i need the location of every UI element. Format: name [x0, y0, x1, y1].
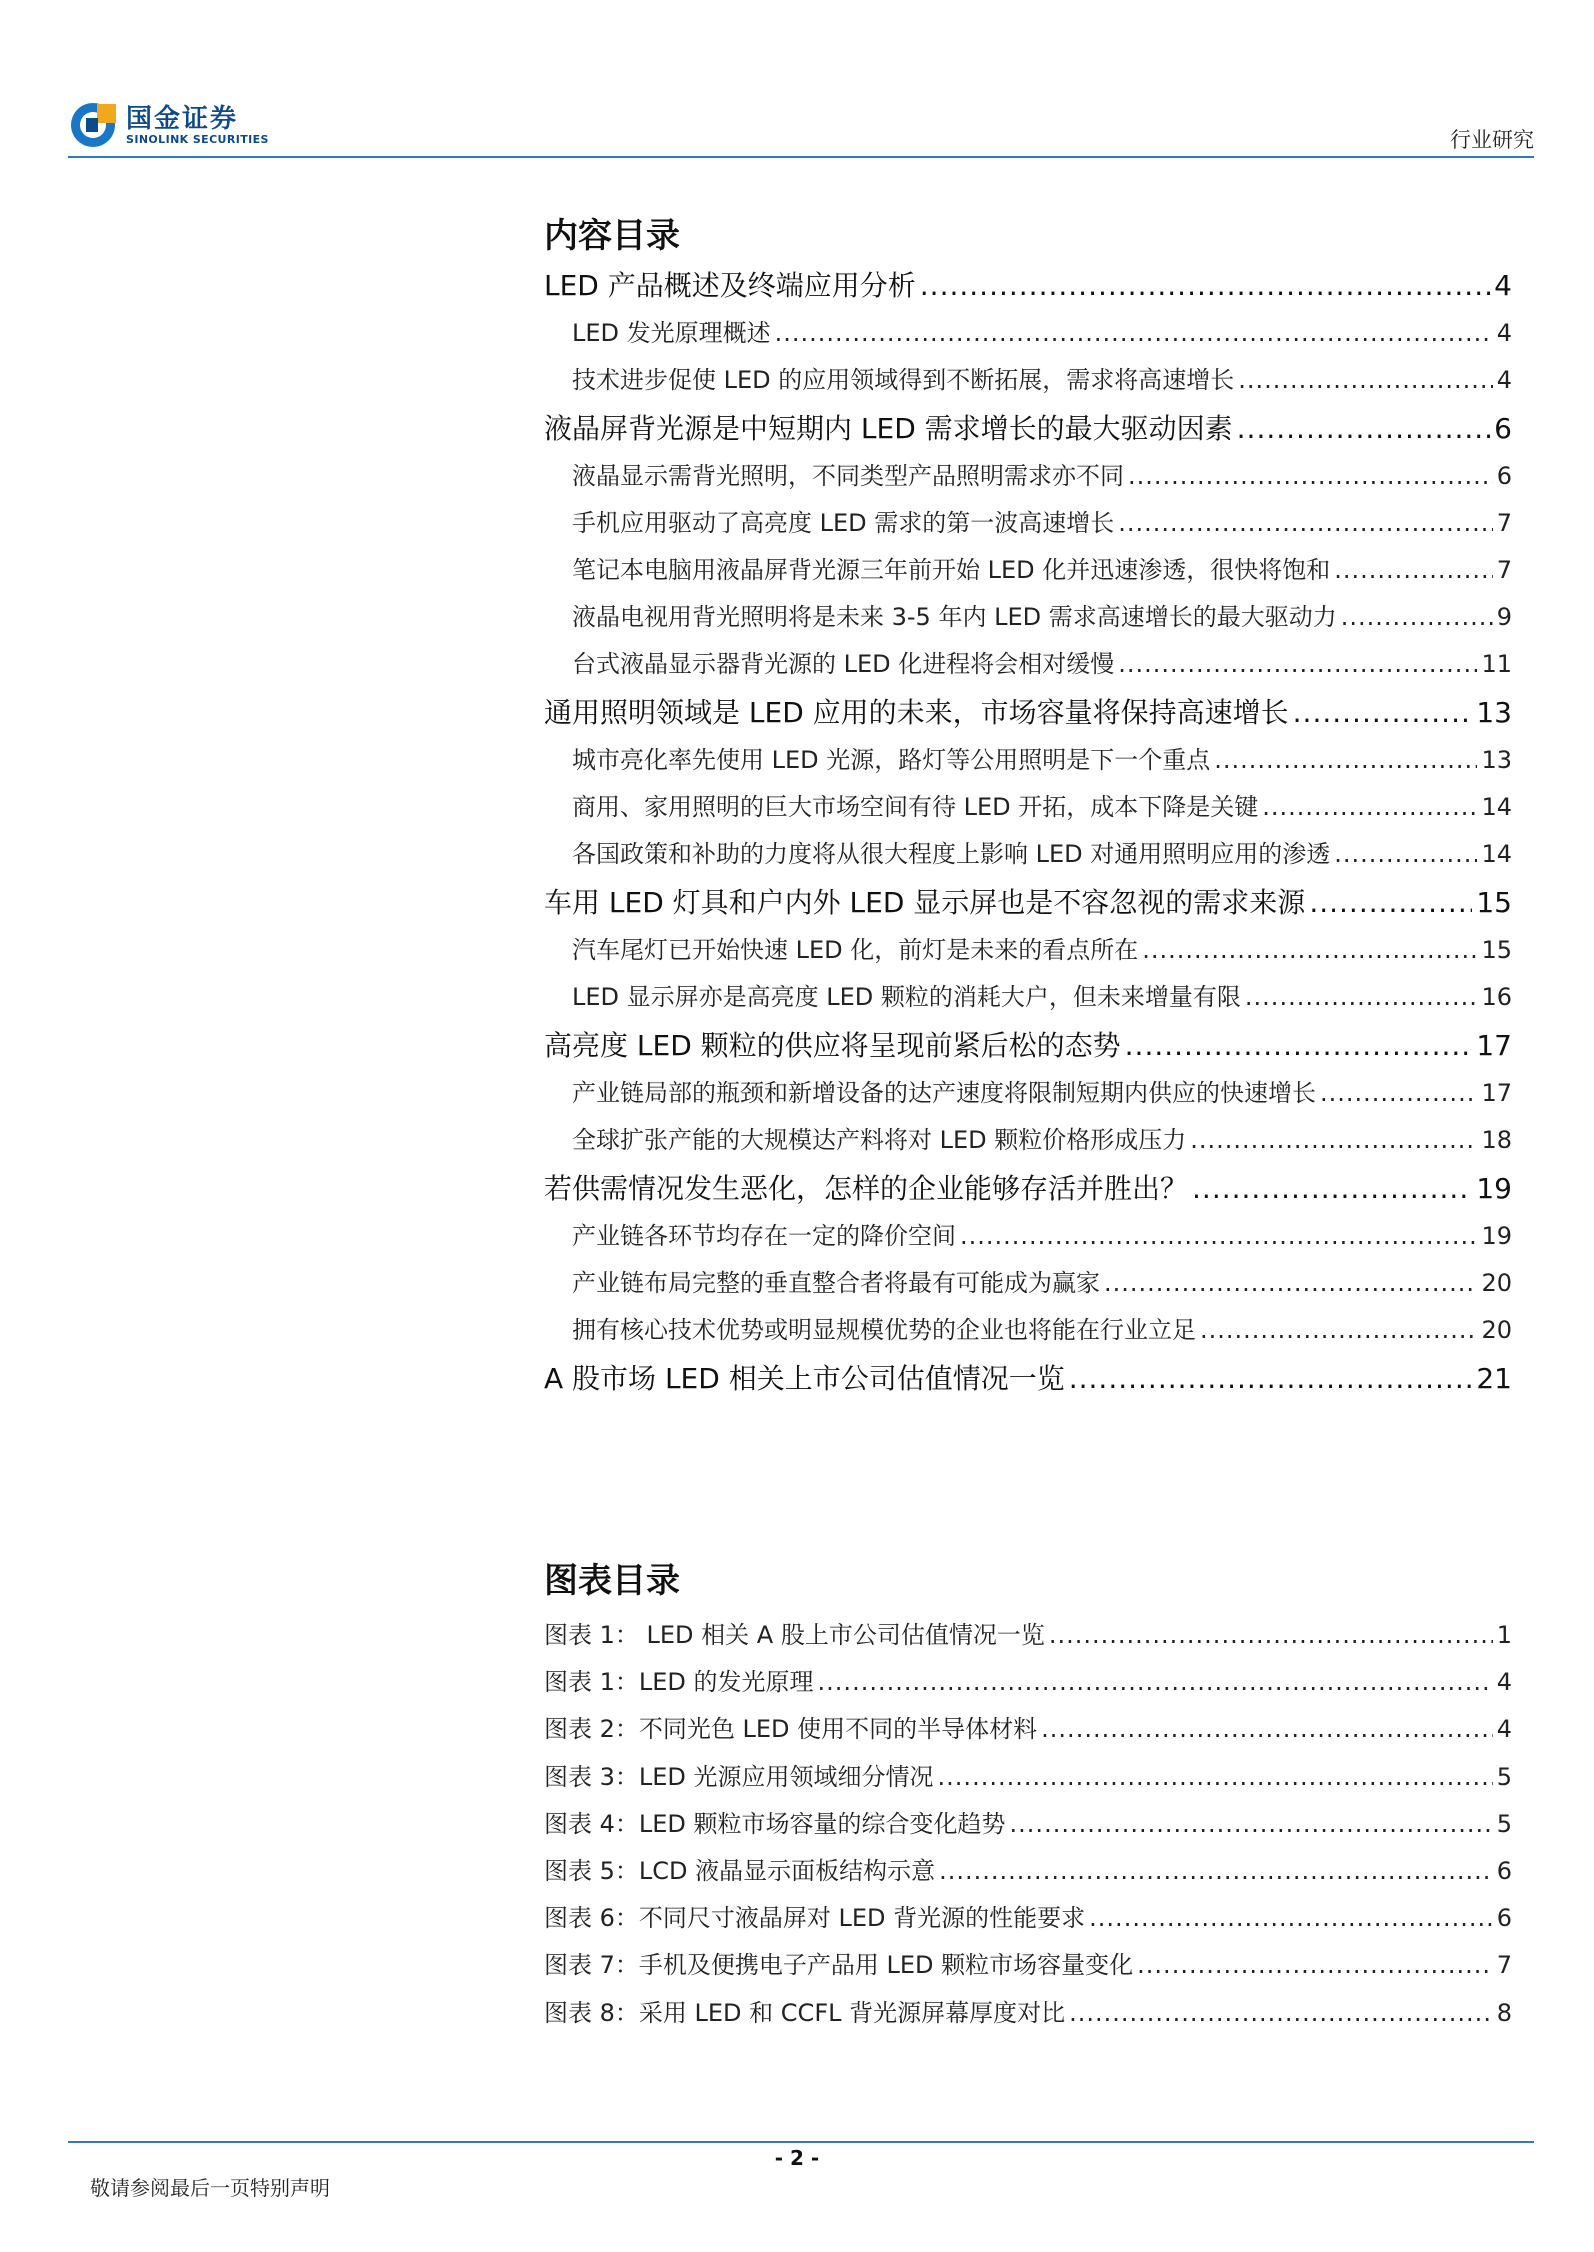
toc-chapter-entry-page: 15: [1476, 886, 1512, 919]
dot-leader: [1192, 1164, 1472, 1213]
toc-section-entry-page: 20: [1481, 1316, 1512, 1344]
figure-index-entry-title: 图表 8：采用 LED 和 CCFL 背光源屏幕厚度对比: [544, 1998, 1066, 2027]
toc-section-entry-title: 台式液晶显示器背光源的 LED 化进程将会相对缓慢: [572, 650, 1115, 678]
dot-leader: [1089, 1895, 1493, 1942]
toc-chapter-entry-title: 液晶屏背光源是中短期内 LED 需求增长的最大驱动因素: [544, 412, 1233, 445]
toc-section-entry-page: 11: [1481, 650, 1512, 678]
disclaimer-note: 敬请参阅最后一页特别声明: [90, 2176, 330, 2200]
toc-section-entry-page: 7: [1496, 556, 1512, 584]
figure-index-entry-title: 图表 4：LED 颗粒市场容量的综合变化趋势: [544, 1809, 1006, 1838]
footer-divider: [68, 2141, 1534, 2143]
figure-index-entry-title: 图表 2：不同光色 LED 使用不同的半导体材料: [544, 1715, 1038, 1744]
toc-chapter-entry-title: A 股市场 LED 相关上市公司估值情况一览: [544, 1362, 1065, 1395]
dot-leader: [1049, 1612, 1493, 1659]
toc-section-entry[interactable]: [544, 1070, 1512, 1117]
dot-leader: [1200, 1307, 1477, 1354]
toc-chapter-entry-title: 车用 LED 灯具和户内外 LED 显示屏也是不容忽视的需求来源: [544, 886, 1306, 919]
figure-index-list: [544, 1612, 1512, 2037]
figure-index-entry-page: 4: [1496, 1715, 1512, 1744]
figure-index-section: [544, 1556, 1512, 2037]
dot-leader: [1142, 927, 1477, 974]
toc-chapter-entry-page: 13: [1476, 696, 1512, 729]
figure-index-entry[interactable]: [544, 1754, 1512, 1801]
figure-index-entry-title: 图表 5：LCD 液晶显示面板结构示意: [544, 1856, 936, 1885]
toc-section-entry-title: LED 显示屏亦是高亮度 LED 颗粒的消耗大户，但未来增量有限: [572, 983, 1241, 1011]
toc-section-entry-title: 产业链局部的瓶颈和新增设备的达产速度将限制短期内供应的快速增长: [572, 1079, 1316, 1107]
toc-chapter-entry[interactable]: [544, 404, 1512, 453]
toc-chapter-entry-page: 4: [1494, 269, 1512, 302]
dot-leader: [1237, 404, 1491, 453]
figure-index-entry[interactable]: [544, 1659, 1512, 1706]
toc-section-entry-title: LED 发光原理概述: [572, 319, 771, 347]
toc-section-entry-title: 全球扩张产能的大规模达产料将对 LED 颗粒价格形成压力: [572, 1126, 1187, 1154]
toc-chapter-entry[interactable]: [544, 688, 1512, 737]
toc-section-entry-title: 液晶显示需背光照明，不同类型产品照明需求亦不同: [572, 462, 1124, 490]
toc-chapter-entry-title: LED 产品概述及终端应用分析: [544, 269, 916, 302]
toc-section-entry[interactable]: [544, 927, 1512, 974]
toc-chapter-entry-page: 19: [1476, 1172, 1512, 1205]
toc-section-entry[interactable]: [544, 357, 1512, 404]
toc-chapter-entry-page: 6: [1494, 412, 1512, 445]
toc-section-entry-title: 产业链布局完整的垂直整合者将最有可能成为赢家: [572, 1269, 1100, 1297]
toc-section-entry-title: 技术进步促使 LED 的应用领域得到不断拓展，需求将高速增长: [572, 366, 1235, 394]
toc-section-entry[interactable]: [544, 500, 1512, 547]
toc-section-entry[interactable]: [544, 310, 1512, 357]
figure-index-entry-title: 图表 6：不同尺寸液晶屏对 LED 背光源的性能要求: [544, 1904, 1086, 1933]
toc-section-entry-page: 13: [1481, 746, 1512, 774]
toc-section-entry-page: 14: [1481, 793, 1512, 821]
toc-section-entry-title: 笔记本电脑用液晶屏背光源三年前开始 LED 化并迅速渗透，很快将饱和: [572, 556, 1331, 584]
toc-section-entry-page: 15: [1481, 936, 1512, 964]
toc-chapter-entry-page: 17: [1476, 1029, 1512, 1062]
dot-leader: [1137, 1942, 1493, 1989]
toc-section-entry[interactable]: [544, 974, 1512, 1021]
dot-leader: [1118, 500, 1492, 547]
dot-leader: [1069, 1990, 1493, 2037]
figure-index-entry-page: 7: [1496, 1951, 1512, 1980]
dot-leader: [960, 1213, 1477, 1260]
toc-chapter-entry[interactable]: [544, 878, 1512, 927]
toc-section-entry[interactable]: [544, 784, 1512, 831]
toc-section-entry-title: 城市亮化率先使用 LED 光源，路灯等公用照明是下一个重点: [572, 746, 1211, 774]
figure-index-entry[interactable]: [544, 1895, 1512, 1942]
toc-section-entry-page: 4: [1496, 319, 1512, 347]
dot-leader: [1309, 878, 1472, 927]
toc-title: 内容目录: [544, 216, 680, 256]
toc-chapter-entry[interactable]: [544, 261, 1512, 310]
toc-section-entry-page: 16: [1481, 983, 1512, 1011]
toc-chapter-entry-title: 若供需情况发生恶化，怎样的企业能够存活并胜出？: [544, 1172, 1189, 1205]
toc-chapter-entry-page: 21: [1476, 1362, 1512, 1395]
toc-section-entry[interactable]: [544, 1307, 1512, 1354]
toc-section-entry[interactable]: [544, 1260, 1512, 1307]
figure-index-entry-title: 图表 7：手机及便携电子产品用 LED 颗粒市场容量变化: [544, 1951, 1134, 1980]
figure-index-entry-page: 6: [1496, 1904, 1512, 1933]
dot-leader: [1041, 1706, 1493, 1753]
toc-section-entry[interactable]: [544, 594, 1512, 641]
toc-section-entry[interactable]: [544, 737, 1512, 784]
toc-section-entry-page: 18: [1481, 1126, 1512, 1154]
sinolink-logo-icon: [68, 100, 118, 150]
dot-leader: [1293, 688, 1473, 737]
dot-leader: [818, 1659, 1493, 1706]
toc-section-entry-title: 液晶电视用背光照明将是未来 3-5 年内 LED 需求高速增长的最大驱动力: [572, 603, 1337, 631]
toc-section-entry[interactable]: [544, 453, 1512, 500]
toc-section-entry-page: 20: [1481, 1269, 1512, 1297]
figure-index-title: 图表目录: [544, 1561, 680, 1601]
toc-section-entry-title: 拥有核心技术优势或明显规模优势的企业也将能在行业立足: [572, 1316, 1196, 1344]
toc-section-entry-title: 汽车尾灯已开始快速 LED 化，前灯是未来的看点所在: [572, 936, 1139, 964]
toc-section-entry-page: 14: [1481, 840, 1512, 868]
dot-leader: [1238, 357, 1492, 404]
toc-section-entry-page: 7: [1496, 509, 1512, 537]
figure-index-entry-page: 5: [1496, 1762, 1512, 1791]
toc-chapter-entry[interactable]: [544, 1164, 1512, 1213]
dot-leader: [1214, 737, 1477, 784]
figure-index-entry[interactable]: [544, 1848, 1512, 1895]
figure-index-entry[interactable]: [544, 1942, 1512, 1989]
toc-section-entry-title: 各国政策和补助的力度将从很大程度上影响 LED 对通用照明应用的渗透: [572, 840, 1331, 868]
brand-name-en: SINOLINK SECURITIES: [126, 133, 269, 146]
dot-leader: [939, 1848, 1493, 1895]
figure-index-entry[interactable]: [544, 1990, 1512, 2037]
toc-chapter-entry[interactable]: [544, 1354, 1512, 1403]
toc-list: [544, 261, 1512, 1403]
toc-section-entry-page: 9: [1496, 603, 1512, 631]
toc-chapter-entry[interactable]: [544, 1021, 1512, 1070]
toc-section: [544, 211, 1512, 1403]
toc-section-entry-page: 19: [1481, 1222, 1512, 1250]
dot-leader: [1334, 547, 1492, 594]
figure-index-entry-page: 8: [1496, 1998, 1512, 2027]
dot-leader: [938, 1754, 1493, 1801]
figure-index-entry[interactable]: [544, 1612, 1512, 1659]
figure-index-entry-title: 图表 1：LED 的发光原理: [544, 1668, 814, 1697]
toc-section-entry[interactable]: [544, 1117, 1512, 1164]
figure-index-entry-title: 图表 3：LED 光源应用领域细分情况: [544, 1762, 934, 1791]
dot-leader: [1010, 1801, 1493, 1848]
dot-leader: [1118, 641, 1477, 688]
figure-index-entry[interactable]: [544, 1801, 1512, 1848]
header-divider: [68, 156, 1534, 158]
figure-index-entry-page: 4: [1496, 1668, 1512, 1697]
toc-section-entry[interactable]: [544, 547, 1512, 594]
brand-name-cn: 国金证券: [126, 104, 239, 134]
toc-section-entry-page: 17: [1481, 1079, 1512, 1107]
toc-section-entry[interactable]: [544, 1213, 1512, 1260]
toc-section-entry-title: 产业链各环节均存在一定的降价空间: [572, 1222, 956, 1250]
dot-leader: [1334, 831, 1477, 878]
toc-section-entry-page: 6: [1496, 462, 1512, 490]
toc-section-entry-page: 4: [1496, 366, 1512, 394]
toc-section-entry[interactable]: [544, 831, 1512, 878]
page-header: [68, 96, 1534, 156]
dot-leader: [1245, 974, 1478, 1021]
dot-leader: [1190, 1117, 1477, 1164]
dot-leader: [1262, 784, 1477, 831]
dot-leader: [1069, 1354, 1473, 1403]
figure-index-entry-page: 6: [1496, 1856, 1512, 1885]
toc-chapter-entry-title: 通用照明领域是 LED 应用的未来，市场容量将保持高速增长: [544, 696, 1289, 729]
toc-chapter-entry-title: 高亮度 LED 颗粒的供应将呈现前紧后松的态势: [544, 1029, 1121, 1062]
dot-leader: [1128, 453, 1493, 500]
dot-leader: [1341, 594, 1493, 641]
toc-section-entry-title: 商用、家用照明的巨大市场空间有待 LED 开拓，成本下降是关键: [572, 793, 1259, 821]
dot-leader: [920, 261, 1490, 310]
figure-index-entry[interactable]: [544, 1706, 1512, 1753]
dot-leader: [1320, 1070, 1477, 1117]
figure-index-entry-title: 图表 1： LED 相关 A 股上市公司估值情况一览: [544, 1621, 1045, 1649]
dot-leader: [1104, 1260, 1477, 1307]
toc-section-entry-title: 手机应用驱动了高亮度 LED 需求的第一波高速增长: [572, 509, 1115, 537]
toc-section-entry[interactable]: [544, 641, 1512, 688]
dot-leader: [1125, 1021, 1473, 1070]
figure-index-entry-page: 5: [1496, 1809, 1512, 1838]
dot-leader: [775, 310, 1493, 357]
report-category: 行业研究: [1450, 128, 1534, 152]
page-number: - 2 -: [774, 2146, 820, 2170]
figure-index-entry-page: 1: [1496, 1621, 1512, 1649]
